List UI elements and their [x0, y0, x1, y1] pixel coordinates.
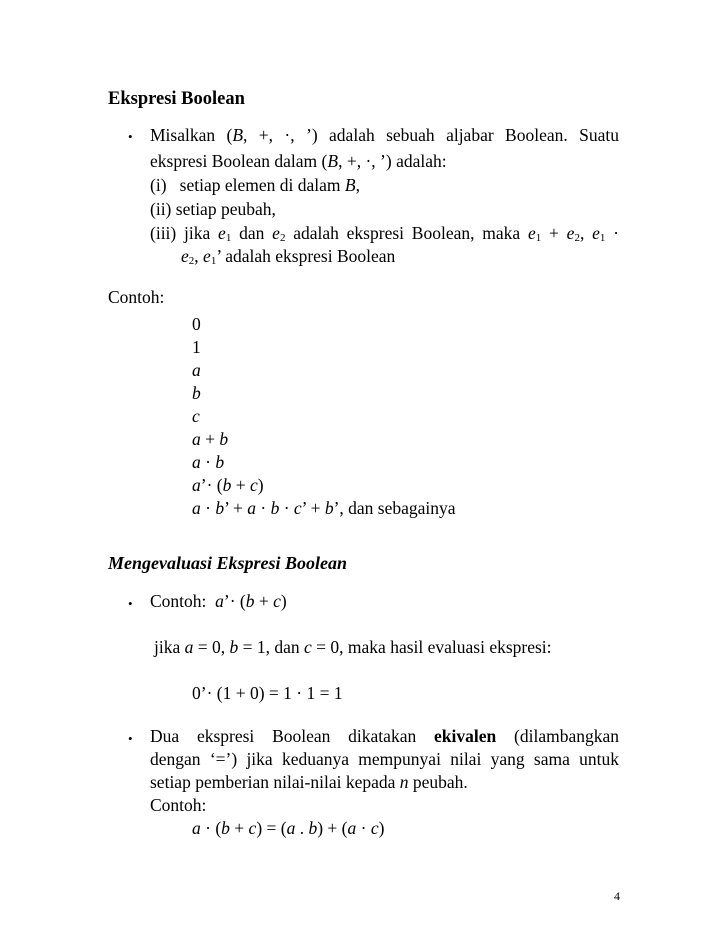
example-1: 1 — [192, 337, 201, 357]
bullet-marker: • — [128, 596, 133, 611]
bullet-marker: • — [128, 129, 133, 144]
example-long-expression: a · b’ + a · b · c’ + b’, dan sebagainya — [192, 498, 456, 518]
section-title-mengevaluasi: Mengevaluasi Ekspresi Boolean — [108, 553, 348, 573]
example-a-comp-b-plus-c: a’· (b + c) — [192, 475, 264, 495]
example-a: a — [192, 360, 201, 380]
example-b: b — [192, 383, 201, 403]
example-a-plus-b: a + b — [192, 429, 229, 449]
equivalence-example: a · (b + c) = (a . b) + (a · c) — [192, 818, 385, 838]
definition-item-ii: (ii) setiap peubah, — [150, 199, 276, 219]
equivalence-contoh-label: Contoh: — [150, 795, 207, 815]
bullet-marker: • — [128, 731, 133, 746]
example-c: c — [192, 406, 200, 426]
example-a-dot-b: a · b — [192, 452, 225, 472]
evaluation-example-line: Contoh: a’· (b + c) — [150, 591, 287, 611]
equivalence-line-2: dengan ‘=’) jika keduanya mempunyai nilai yang sama untuk — [150, 749, 619, 769]
definition-item-iii-line-2: $e_2$, $e_1$’ adalah ekspresi Boolean — [181, 246, 396, 267]
equivalence-line-3: setiap pemberian nilai-nilai kepada n peubah. — [150, 772, 468, 792]
definition-item-i: (i) setiap elemen di dalam B, — [150, 175, 360, 195]
contoh-label: Contoh: — [108, 287, 165, 307]
page-number: 4 — [614, 889, 620, 903]
evaluation-condition-line: jika a = 0, b = 1, dan c = 0, maka hasil evaluasi ekspresi: — [154, 637, 552, 657]
definition-line-2: ekspresi Boolean dalam (B, +, ·, ’) adalah: — [150, 151, 447, 171]
definition-item-iii-line-1: (iii) jika $e_1$ dan $e_2$ adalah ekspresi Boolean, maka $e_1 + e_2$, $e_1$ · — [150, 223, 619, 244]
equivalence-line-1: Dua ekspresi Boolean dikatakan ekivalen (dilambangkan — [150, 726, 619, 746]
section-title-ekspresi-boolean: Ekspresi Boolean — [108, 89, 245, 109]
evaluation-result-line: 0’· (1 + 0) = 1 · 1 = 1 — [192, 683, 343, 703]
example-0: 0 — [192, 314, 201, 334]
definition-line-1: Misalkan (B, +, ·, ’) adalah sebuah aljabar Boolean. Suatu — [150, 125, 619, 145]
